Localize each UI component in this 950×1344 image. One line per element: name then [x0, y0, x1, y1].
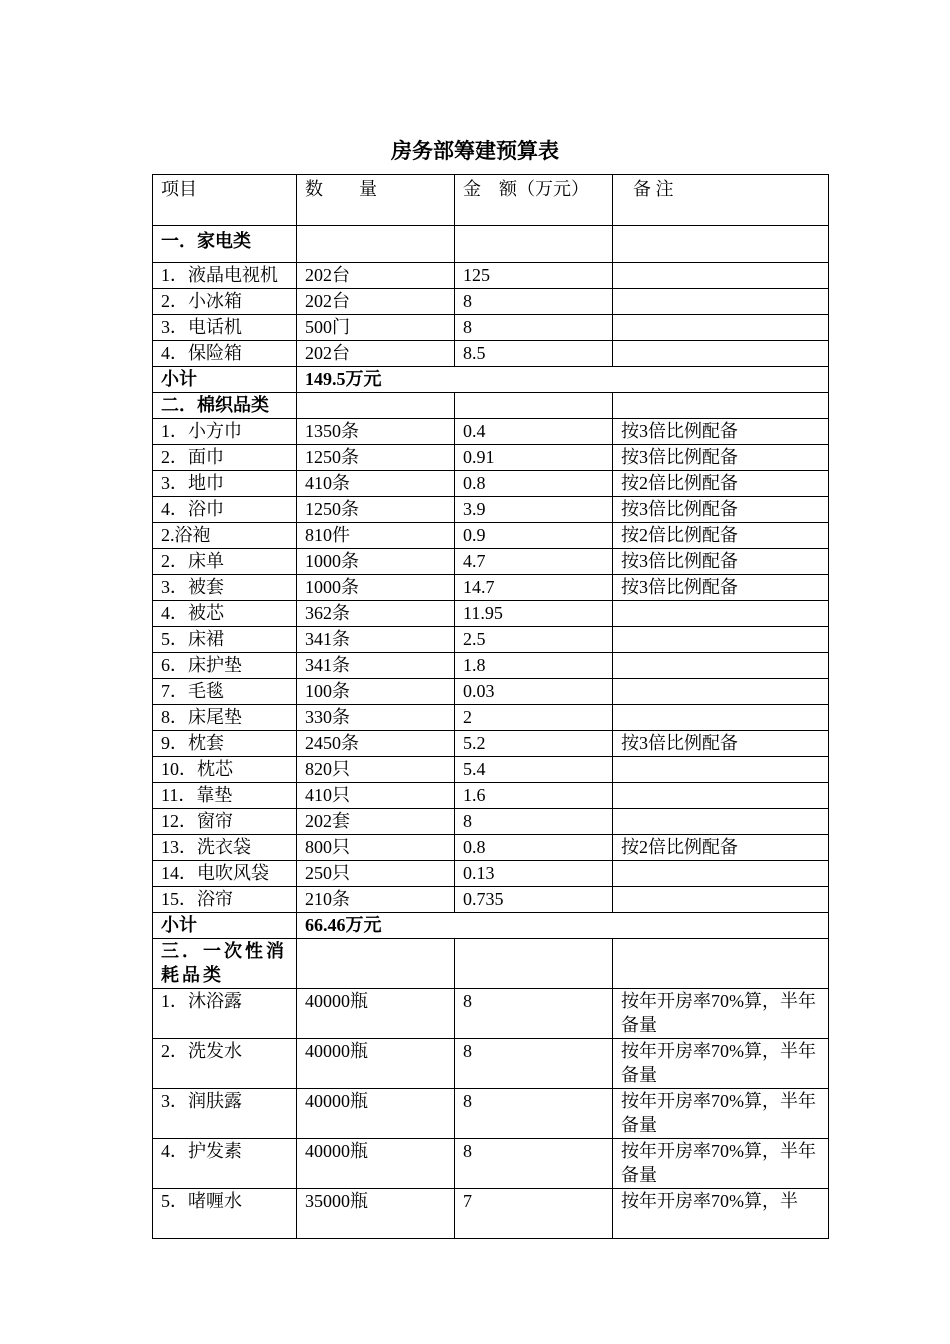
item-amount: 8 [455, 989, 613, 1039]
subtotal-row [153, 367, 829, 393]
item-note [613, 653, 829, 679]
item-quantity: 341条 [297, 653, 455, 679]
item-note [613, 809, 829, 835]
item-note [613, 289, 829, 315]
item-note: 按3倍比例配备 [613, 497, 829, 523]
item-quantity: 202台 [297, 289, 455, 315]
item-name: 2．面巾 [153, 445, 297, 471]
table-row [153, 861, 829, 887]
table-row [153, 705, 829, 731]
table-row [153, 549, 829, 575]
item-amount: 0.13 [455, 861, 613, 887]
item-amount: 2 [455, 705, 613, 731]
table-row [153, 315, 829, 341]
item-note [613, 783, 829, 809]
item-note: 按年开房率70%算，半年备量 [613, 1139, 829, 1189]
item-quantity: 1000条 [297, 575, 455, 601]
table-row [153, 497, 829, 523]
item-name: 5．啫喱水 [153, 1189, 297, 1239]
item-quantity: 362条 [297, 601, 455, 627]
item-name: 4．保险箱 [153, 341, 297, 367]
table-row [153, 1089, 829, 1139]
item-note [613, 601, 829, 627]
item-amount: 0.8 [455, 835, 613, 861]
table-row [153, 1039, 829, 1089]
item-note [613, 887, 829, 913]
item-note [613, 315, 829, 341]
item-quantity: 500门 [297, 315, 455, 341]
item-name: 8．床尾垫 [153, 705, 297, 731]
item-name: 7．毛毯 [153, 679, 297, 705]
item-name: 1．沐浴露 [153, 989, 297, 1039]
category-name: 三．一次性消耗品类 [153, 939, 297, 989]
item-name: 9．枕套 [153, 731, 297, 757]
table-row [153, 783, 829, 809]
item-quantity: 40000瓶 [297, 1139, 455, 1189]
item-amount: 1.6 [455, 783, 613, 809]
item-quantity: 1250条 [297, 445, 455, 471]
item-quantity: 1350条 [297, 419, 455, 445]
item-name: 15．浴帘 [153, 887, 297, 913]
item-quantity: 40000瓶 [297, 1039, 455, 1089]
category-row [153, 939, 829, 989]
item-note: 按2倍比例配备 [613, 523, 829, 549]
header-amount: 金 额（万元） [455, 175, 613, 226]
table-row [153, 523, 829, 549]
item-name: 5．床裙 [153, 627, 297, 653]
item-name: 3．电话机 [153, 315, 297, 341]
budget-table [152, 174, 829, 1239]
item-name: 11．靠垫 [153, 783, 297, 809]
item-quantity: 35000瓶 [297, 1189, 455, 1239]
subtotal-value: 66.46万元 [297, 913, 829, 939]
item-note: 按2倍比例配备 [613, 835, 829, 861]
item-note [613, 627, 829, 653]
item-note: 按3倍比例配备 [613, 549, 829, 575]
item-quantity: 341条 [297, 627, 455, 653]
item-quantity: 40000瓶 [297, 989, 455, 1039]
item-amount: 4.7 [455, 549, 613, 575]
item-amount: 11.95 [455, 601, 613, 627]
header-quantity: 数 量 [297, 175, 455, 226]
empty-cell [455, 226, 613, 263]
item-name: 13．洗衣袋 [153, 835, 297, 861]
item-amount: 1.8 [455, 653, 613, 679]
item-amount: 7 [455, 1189, 613, 1239]
item-name: 6．床护垫 [153, 653, 297, 679]
item-amount: 0.8 [455, 471, 613, 497]
table-row [153, 1189, 829, 1239]
item-amount: 8 [455, 1089, 613, 1139]
item-quantity: 40000瓶 [297, 1089, 455, 1139]
item-quantity: 1000条 [297, 549, 455, 575]
item-name: 3．润肤露 [153, 1089, 297, 1139]
subtotal-row [153, 913, 829, 939]
item-amount: 8 [455, 315, 613, 341]
empty-cell [613, 226, 829, 263]
item-note [613, 341, 829, 367]
table-row [153, 989, 829, 1039]
category-row [153, 393, 829, 419]
item-note: 按3倍比例配备 [613, 445, 829, 471]
table-row [153, 887, 829, 913]
table-header-row [153, 175, 829, 226]
item-quantity: 810件 [297, 523, 455, 549]
empty-cell [455, 393, 613, 419]
category-row [153, 226, 829, 263]
table-row [153, 289, 829, 315]
item-name: 4．浴巾 [153, 497, 297, 523]
subtotal-label: 小计 [153, 367, 297, 393]
item-quantity: 202台 [297, 341, 455, 367]
item-quantity: 210条 [297, 887, 455, 913]
table-row [153, 731, 829, 757]
item-amount: 5.4 [455, 757, 613, 783]
item-quantity: 250只 [297, 861, 455, 887]
item-amount: 14.7 [455, 575, 613, 601]
table-row [153, 471, 829, 497]
item-name: 14．电吹风袋 [153, 861, 297, 887]
item-name: 1．液晶电视机 [153, 263, 297, 289]
table-row [153, 445, 829, 471]
header-note: 备 注 [613, 175, 829, 226]
table-row [153, 835, 829, 861]
empty-cell [297, 939, 455, 989]
table-row [153, 263, 829, 289]
empty-cell [297, 226, 455, 263]
category-name: 一．家电类 [153, 226, 297, 263]
item-amount: 8 [455, 809, 613, 835]
item-note [613, 757, 829, 783]
item-amount: 8.5 [455, 341, 613, 367]
item-note [613, 705, 829, 731]
item-note: 按年开房率70%算，半年备量 [613, 1039, 829, 1089]
item-quantity: 330条 [297, 705, 455, 731]
item-amount: 0.9 [455, 523, 613, 549]
table-row [153, 1139, 829, 1189]
item-amount: 5.2 [455, 731, 613, 757]
table-row [153, 575, 829, 601]
table-row [153, 809, 829, 835]
table-row [153, 601, 829, 627]
item-name: 2．小冰箱 [153, 289, 297, 315]
item-quantity: 800只 [297, 835, 455, 861]
table-row [153, 757, 829, 783]
table-row [153, 341, 829, 367]
item-name: 2．洗发水 [153, 1039, 297, 1089]
empty-cell [613, 393, 829, 419]
item-name: 3．被套 [153, 575, 297, 601]
item-note [613, 263, 829, 289]
item-name: 2.浴袍 [153, 523, 297, 549]
item-amount: 0.4 [455, 419, 613, 445]
item-name: 2．床单 [153, 549, 297, 575]
item-quantity: 1250条 [297, 497, 455, 523]
item-name: 10．枕芯 [153, 757, 297, 783]
item-note: 按3倍比例配备 [613, 419, 829, 445]
item-quantity: 410只 [297, 783, 455, 809]
item-amount: 125 [455, 263, 613, 289]
item-note: 按3倍比例配备 [613, 575, 829, 601]
item-name: 3．地巾 [153, 471, 297, 497]
item-amount: 0.03 [455, 679, 613, 705]
empty-cell [613, 939, 829, 989]
item-amount: 0.735 [455, 887, 613, 913]
item-amount: 3.9 [455, 497, 613, 523]
table-row [153, 627, 829, 653]
subtotal-value: 149.5万元 [297, 367, 829, 393]
item-amount: 8 [455, 1139, 613, 1189]
item-amount: 2.5 [455, 627, 613, 653]
table-row [153, 419, 829, 445]
item-note: 按年开房率70%算，半 [613, 1189, 829, 1239]
item-quantity: 202套 [297, 809, 455, 835]
item-note: 按3倍比例配备 [613, 731, 829, 757]
item-quantity: 100条 [297, 679, 455, 705]
page-title: 房务部筹建预算表 [391, 139, 559, 163]
item-name: 4．被芯 [153, 601, 297, 627]
table-row [153, 679, 829, 705]
empty-cell [297, 393, 455, 419]
empty-cell [455, 939, 613, 989]
item-note: 按年开房率70%算，半年备量 [613, 989, 829, 1039]
table-row [153, 653, 829, 679]
item-amount: 8 [455, 289, 613, 315]
item-name: 4．护发素 [153, 1139, 297, 1189]
item-quantity: 410条 [297, 471, 455, 497]
item-note [613, 861, 829, 887]
item-amount: 8 [455, 1039, 613, 1089]
item-quantity: 820只 [297, 757, 455, 783]
subtotal-label: 小计 [153, 913, 297, 939]
item-name: 1．小方巾 [153, 419, 297, 445]
category-name: 二．棉织品类 [153, 393, 297, 419]
item-amount: 0.91 [455, 445, 613, 471]
item-quantity: 2450条 [297, 731, 455, 757]
item-name: 12．窗帘 [153, 809, 297, 835]
item-note: 按年开房率70%算，半年备量 [613, 1089, 829, 1139]
item-note: 按2倍比例配备 [613, 471, 829, 497]
item-quantity: 202台 [297, 263, 455, 289]
header-item: 项目 [153, 175, 297, 226]
item-note [613, 679, 829, 705]
